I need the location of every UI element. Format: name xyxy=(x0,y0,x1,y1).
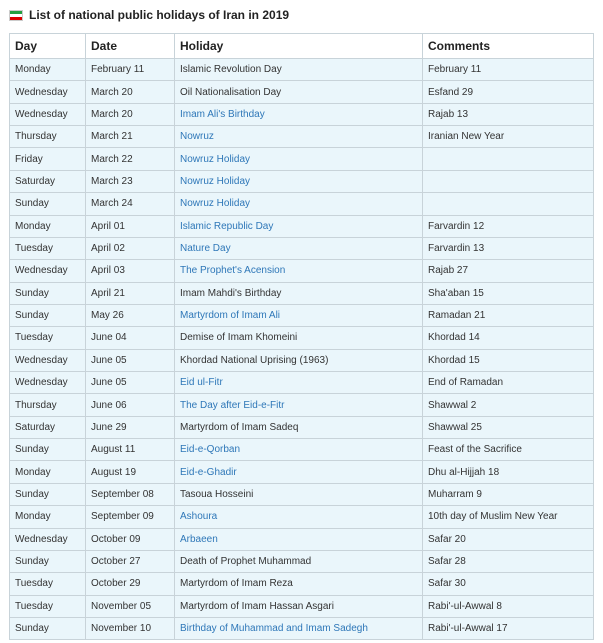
holiday-link[interactable]: The Prophet's Acension xyxy=(175,260,423,282)
cell-holiday: Oil Nationalisation Day xyxy=(175,81,423,103)
cell-day: Tuesday xyxy=(10,595,86,617)
holiday-link[interactable]: Eid-e-Ghadir xyxy=(175,461,423,483)
cell-date: June 05 xyxy=(86,349,175,371)
cell-comments xyxy=(423,170,594,192)
cell-day: Tuesday xyxy=(10,327,86,349)
cell-day: Thursday xyxy=(10,394,86,416)
cell-day: Thursday xyxy=(10,126,86,148)
cell-comments: Shawwal 2 xyxy=(423,394,594,416)
cell-day: Saturday xyxy=(10,170,86,192)
table-row xyxy=(10,148,594,170)
cell-day: Sunday xyxy=(10,439,86,461)
cell-comments: Rajab 13 xyxy=(423,103,594,125)
cell-holiday: Khordad National Uprising (1963) xyxy=(175,349,423,371)
table-row xyxy=(10,483,594,505)
cell-comments: Khordad 14 xyxy=(423,327,594,349)
table-header-row xyxy=(10,34,594,59)
cell-comments: Farvardin 13 xyxy=(423,237,594,259)
cell-date: June 05 xyxy=(86,372,175,394)
holiday-link[interactable]: Nowruz Holiday xyxy=(175,170,423,192)
cell-holiday: Martyrdom of Imam Sadeq xyxy=(175,416,423,438)
cell-date: April 01 xyxy=(86,215,175,237)
cell-day: Wednesday xyxy=(10,260,86,282)
cell-date: September 08 xyxy=(86,483,175,505)
table-body xyxy=(10,59,594,640)
table-row xyxy=(10,416,594,438)
table-row xyxy=(10,304,594,326)
cell-date: August 11 xyxy=(86,439,175,461)
holiday-link[interactable]: Nowruz Holiday xyxy=(175,193,423,215)
cell-day: Wednesday xyxy=(10,372,86,394)
table-row xyxy=(10,237,594,259)
cell-date: August 19 xyxy=(86,461,175,483)
table-row xyxy=(10,126,594,148)
table-row xyxy=(10,372,594,394)
cell-comments: Rabi'-ul-Awwal 8 xyxy=(423,595,594,617)
cell-day: Monday xyxy=(10,506,86,528)
holiday-link[interactable]: Nowruz xyxy=(175,126,423,148)
cell-holiday: Demise of Imam Khomeini xyxy=(175,327,423,349)
cell-date: March 21 xyxy=(86,126,175,148)
cell-date: March 20 xyxy=(86,81,175,103)
cell-date: April 21 xyxy=(86,282,175,304)
cell-day: Sunday xyxy=(10,193,86,215)
cell-comments: Khordad 15 xyxy=(423,349,594,371)
cell-date: May 26 xyxy=(86,304,175,326)
cell-comments: Safar 20 xyxy=(423,528,594,550)
cell-date: March 23 xyxy=(86,170,175,192)
holiday-link[interactable]: Eid ul-Fitr xyxy=(175,372,423,394)
cell-date: February 11 xyxy=(86,59,175,81)
column-header-date: Date xyxy=(86,34,175,59)
cell-day: Sunday xyxy=(10,550,86,572)
iran-flag-icon xyxy=(9,10,23,21)
holiday-link[interactable]: Eid-e-Qorban xyxy=(175,439,423,461)
cell-day: Wednesday xyxy=(10,103,86,125)
page-title xyxy=(9,8,289,22)
cell-date: June 29 xyxy=(86,416,175,438)
cell-date: November 05 xyxy=(86,595,175,617)
cell-date: November 10 xyxy=(86,617,175,639)
column-header-comments: Comments xyxy=(423,34,594,59)
cell-comments: End of Ramadan xyxy=(423,372,594,394)
cell-holiday: Martyrdom of Imam Reza xyxy=(175,573,423,595)
cell-holiday: Death of Prophet Muhammad xyxy=(175,550,423,572)
cell-date: March 24 xyxy=(86,193,175,215)
cell-holiday: Tasoua Hosseini xyxy=(175,483,423,505)
table-row xyxy=(10,327,594,349)
cell-day: Wednesday xyxy=(10,528,86,550)
holiday-link[interactable]: Nowruz Holiday xyxy=(175,148,423,170)
table-row xyxy=(10,59,594,81)
cell-day: Sunday xyxy=(10,617,86,639)
table-row xyxy=(10,617,594,639)
holiday-link[interactable]: Imam Ali's Birthday xyxy=(175,103,423,125)
table-row xyxy=(10,215,594,237)
cell-day: Wednesday xyxy=(10,81,86,103)
holiday-link[interactable]: Martyrdom of Imam Ali xyxy=(175,304,423,326)
cell-comments: Ramadan 21 xyxy=(423,304,594,326)
cell-date: October 27 xyxy=(86,550,175,572)
cell-date: October 09 xyxy=(86,528,175,550)
column-header-day: Day xyxy=(10,34,86,59)
cell-date: October 29 xyxy=(86,573,175,595)
column-header-holiday: Holiday xyxy=(175,34,423,59)
table-row xyxy=(10,461,594,483)
cell-date: March 20 xyxy=(86,103,175,125)
cell-day: Sunday xyxy=(10,304,86,326)
holiday-link[interactable]: Birthday of Muhammad and Imam Sadegh xyxy=(175,617,423,639)
cell-day: Sunday xyxy=(10,282,86,304)
cell-day: Friday xyxy=(10,148,86,170)
table-row xyxy=(10,394,594,416)
table-row xyxy=(10,103,594,125)
cell-day: Sunday xyxy=(10,483,86,505)
cell-day: Wednesday xyxy=(10,349,86,371)
cell-comments: Rabi'-ul-Awwal 17 xyxy=(423,617,594,639)
cell-date: September 09 xyxy=(86,506,175,528)
table-row xyxy=(10,81,594,103)
cell-comments: Safar 28 xyxy=(423,550,594,572)
cell-comments: Rajab 27 xyxy=(423,260,594,282)
cell-date: April 03 xyxy=(86,260,175,282)
holiday-link[interactable]: Ashoura xyxy=(175,506,423,528)
cell-day: Monday xyxy=(10,215,86,237)
cell-comments: Feast of the Sacrifice xyxy=(423,439,594,461)
cell-comments: Safar 30 xyxy=(423,573,594,595)
holiday-link[interactable]: The Day after Eid-e-Fitr xyxy=(175,394,423,416)
table-row xyxy=(10,550,594,572)
holiday-link[interactable]: Islamic Republic Day xyxy=(175,215,423,237)
cell-comments: Dhu al-Hijjah 18 xyxy=(423,461,594,483)
holidays-table xyxy=(9,33,594,640)
cell-holiday: Islamic Revolution Day xyxy=(175,59,423,81)
holiday-link[interactable]: Arbaeen xyxy=(175,528,423,550)
cell-comments xyxy=(423,193,594,215)
page-title-text: List of national public holidays of Iran in 2019 xyxy=(29,8,290,22)
table-row xyxy=(10,282,594,304)
cell-holiday: Martyrdom of Imam Hassan Asgari xyxy=(175,595,423,617)
cell-date: April 02 xyxy=(86,237,175,259)
cell-date: June 06 xyxy=(86,394,175,416)
cell-day: Tuesday xyxy=(10,573,86,595)
cell-comments: Esfand 29 xyxy=(423,81,594,103)
holiday-link[interactable]: Nature Day xyxy=(175,237,423,259)
cell-holiday: Imam Mahdi's Birthday xyxy=(175,282,423,304)
table-row xyxy=(10,506,594,528)
cell-comments: Sha'aban 15 xyxy=(423,282,594,304)
table-row xyxy=(10,260,594,282)
cell-date: March 22 xyxy=(86,148,175,170)
cell-day: Saturday xyxy=(10,416,86,438)
cell-comments: Iranian New Year xyxy=(423,126,594,148)
table-row xyxy=(10,528,594,550)
cell-date: June 04 xyxy=(86,327,175,349)
cell-day: Monday xyxy=(10,461,86,483)
table-row xyxy=(10,170,594,192)
cell-comments: Farvardin 12 xyxy=(423,215,594,237)
table-row xyxy=(10,349,594,371)
cell-day: Monday xyxy=(10,59,86,81)
table-row xyxy=(10,573,594,595)
cell-comments: February 11 xyxy=(423,59,594,81)
cell-comments: Shawwal 25 xyxy=(423,416,594,438)
table-row xyxy=(10,193,594,215)
cell-comments: 10th day of Muslim New Year xyxy=(423,506,594,528)
table-row xyxy=(10,595,594,617)
cell-comments xyxy=(423,148,594,170)
cell-day: Tuesday xyxy=(10,237,86,259)
cell-comments: Muharram 9 xyxy=(423,483,594,505)
table-row xyxy=(10,439,594,461)
